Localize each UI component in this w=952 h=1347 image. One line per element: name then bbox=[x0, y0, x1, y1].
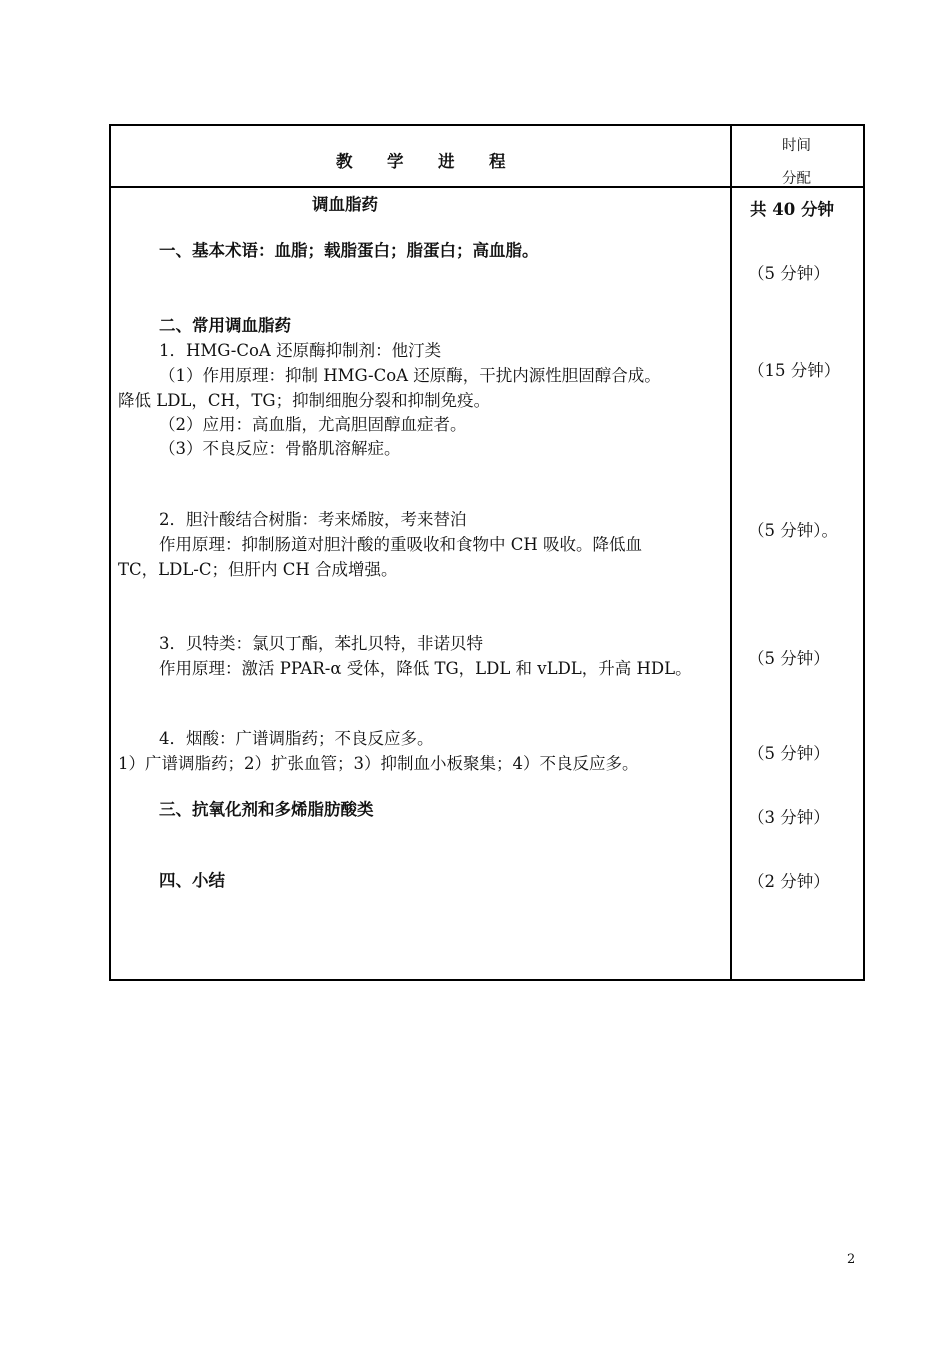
item-1-point-1b: 降低 LDL，CH，TG；抑制细胞分裂和抑制免疫。 bbox=[118, 391, 491, 410]
item-1-point-1a: （1）作用原理：抑制 HMG-CoA 还原酶，干扰内源性胆固醇合成。 bbox=[159, 366, 661, 385]
item-4-point-1: 1）广谱调脂药；2）扩张血管；3）抑制血小板聚集；4）不良反应多。 bbox=[118, 754, 639, 773]
header-time-line1: 时间 bbox=[782, 138, 811, 154]
section-1-time: （5 分钟） bbox=[748, 264, 830, 283]
item-1-title: 1．HMG-CoA 还原酶抑制剂：他汀类 bbox=[159, 341, 442, 360]
header-title-char-3: 进 bbox=[438, 152, 455, 171]
header-divider bbox=[109, 186, 865, 188]
section-3-time: （3 分钟） bbox=[748, 808, 830, 827]
section-4-heading: 四、小结 bbox=[159, 871, 225, 890]
item-4-time: （5 分钟） bbox=[748, 744, 830, 763]
item-2-title: 2．胆汁酸结合树脂：考来烯胺，考来替泊 bbox=[159, 510, 467, 529]
total-time: 共 40 分钟 bbox=[750, 200, 834, 219]
header-title-char-2: 学 bbox=[387, 152, 404, 171]
item-1-point-2: （2）应用：高血脂，尤高胆固醇血症者。 bbox=[159, 415, 467, 434]
section-4-time: （2 分钟） bbox=[748, 872, 830, 891]
header-title-char-4: 程 bbox=[489, 152, 506, 171]
item-1-time: （15 分钟） bbox=[748, 361, 841, 380]
header-title-char-1: 教 bbox=[336, 152, 353, 171]
item-4-title: 4．烟酸：广谱调脂药；不良反应多。 bbox=[159, 729, 434, 748]
item-3-point-1: 作用原理：激活 PPAR-α 受体，降低 TG，LDL 和 vLDL，升高 HDL。 bbox=[159, 659, 692, 678]
item-2-time: （5 分钟）。 bbox=[748, 521, 838, 540]
topic-title: 调血脂药 bbox=[312, 195, 378, 214]
page-number: 2 bbox=[847, 1252, 856, 1267]
item-3-title: 3．贝特类：氯贝丁酯，苯扎贝特，非诺贝特 bbox=[159, 634, 483, 653]
item-3-time: （5 分钟） bbox=[748, 649, 830, 668]
item-1-point-3: （3）不良反应：骨骼肌溶解症。 bbox=[159, 439, 401, 458]
section-2-heading: 二、常用调血脂药 bbox=[159, 316, 291, 335]
item-2-point-1a: 作用原理：抑制肠道对胆汁酸的重吸收和食物中 CH 吸收。降低血 bbox=[159, 535, 643, 554]
column-divider bbox=[730, 124, 732, 979]
section-1-heading: 一、基本术语：血脂；载脂蛋白；脂蛋白；高血脂。 bbox=[159, 241, 539, 260]
section-3-heading: 三、抗氧化剂和多烯脂肪酸类 bbox=[159, 800, 374, 819]
header-time-line2: 分配 bbox=[782, 171, 811, 187]
item-2-point-1b: TC，LDL-C；但肝内 CH 合成增强。 bbox=[118, 560, 398, 579]
